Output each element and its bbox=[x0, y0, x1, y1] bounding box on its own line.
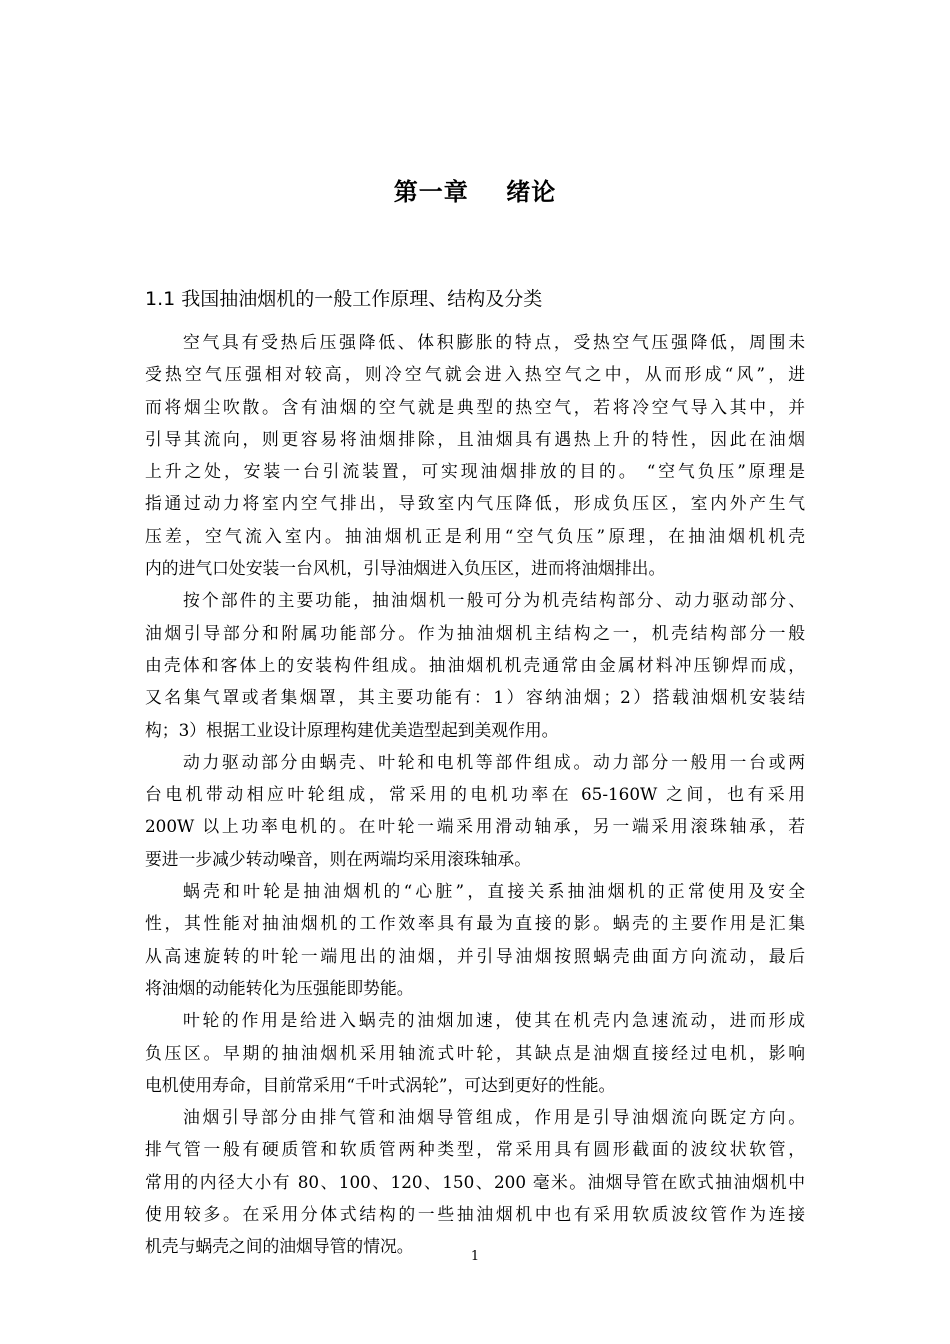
text-line: 受热空气压强相对较高，则冷空气就会进入热空气之中，从而形成“风”，进 bbox=[145, 364, 805, 385]
chapter-title: 第一章 绪论 bbox=[393, 178, 557, 206]
text-line: 内的进气口处安装一台风机，引导油烟进入负压区，进而将油烟排出。 bbox=[145, 558, 666, 579]
text-line: 空气具有受热后压强降低、体积膨胀的特点，受热空气压强降低，周围未 bbox=[183, 332, 805, 352]
text-line: 从高速旋转的叶轮一端甩出的油烟，并引导油烟按照蜗壳曲面方向流动，最后 bbox=[145, 945, 805, 966]
text-line: 将油烟的动能转化为压强能即势能。 bbox=[145, 977, 414, 998]
text-line: 叶轮的作用是给进入蜗壳的油烟加速，使其在机壳内急速流动，进而形成 bbox=[183, 1010, 805, 1031]
text-line: 要进一步减少转动噪音，则在两端均采用滚珠轴承。 bbox=[145, 848, 531, 869]
text-line: 压差，空气流入室内。抽油烟机正是利用“空气负压”原理，在抽油烟机机壳 bbox=[145, 525, 805, 546]
paragraph bbox=[145, 746, 805, 875]
text-line: 排气管一般有硬质管和软质管两种类型，常采用具有圆形截面的波纹状软管， bbox=[145, 1139, 805, 1160]
paragraph bbox=[145, 584, 805, 745]
text-line: 构；3）根据工业设计原理构建优美造型起到美观作用。 bbox=[145, 719, 559, 740]
text-line: 性，其性能对抽油烟机的工作效率具有最为直接的影。蜗壳的主要作用是汇集 bbox=[145, 913, 805, 934]
text-line: 台电机带动相应叶轮组成，常采用的电机功率在 65-160W 之间，也有采用 bbox=[145, 784, 805, 805]
text-line: 200W 以上功率电机的。在叶轮一端采用滑动轴承，另一端采用滚珠轴承，若 bbox=[145, 816, 805, 837]
text-line: 由壳体和客体上的安装构件组成。抽油烟机机壳通常由金属材料冲压铆焊而成， bbox=[145, 654, 805, 675]
text-line: 常用的内径大小有 80、100、120、150、200 毫米。油烟导管在欧式抽油烟机中 bbox=[145, 1171, 805, 1192]
text-line: 按个部件的主要功能，抽油烟机一般可分为机壳结构部分、动力驱动部分、 bbox=[183, 590, 805, 611]
paragraph bbox=[145, 1004, 805, 1101]
section-heading: 1.1 我国抽油烟机的一般工作原理、结构及分类 bbox=[145, 288, 543, 310]
text-line: 使用较多。在采用分体式结构的一些抽油烟机中也有采用软质波纹管作为连接 bbox=[145, 1204, 805, 1225]
text-line: 而将烟尘吹散。含有油烟的空气就是典型的热空气，若将冷空气导入其中，并 bbox=[145, 396, 805, 417]
text-line: 机壳与蜗壳之间的油烟导管的情况。 bbox=[145, 1236, 414, 1257]
text-line: 上升之处，安装一台引流装置，可实现油烟排放的目的。 “空气负压”原理是 bbox=[145, 461, 805, 482]
paragraph bbox=[145, 1101, 805, 1262]
text-line: 引导其流向，则更容易将油烟排除，且油烟具有遇热上升的特性，因此在油烟 bbox=[145, 428, 805, 449]
paragraph bbox=[145, 326, 805, 584]
text-line: 负压区。早期的抽油烟机采用轴流式叶轮，其缺点是油烟直接经过电机，影响 bbox=[145, 1042, 805, 1063]
text-line: 又名集气罩或者集烟罩，其主要功能有：1）容纳油烟；2）搭载油烟机安装结 bbox=[145, 687, 805, 708]
page-number: 1 bbox=[470, 1249, 480, 1264]
text-line: 电机使用寿命，目前常采用“千叶式涡轮”，可达到更好的性能。 bbox=[145, 1074, 616, 1095]
text-line: 动力驱动部分由蜗壳、叶轮和电机等部件组成。动力部分一般用一台或两 bbox=[183, 751, 805, 772]
text-line: 油烟引导部分由排气管和油烟导管组成，作用是引导油烟流向既定方向。 bbox=[183, 1107, 805, 1128]
text-line: 蜗壳和叶轮是抽油烟机的“心脏”，直接关系抽油烟机的正常使用及安全 bbox=[183, 881, 805, 902]
text-line: 指通过动力将室内空气排出，导致室内气压降低，形成负压区，室内外产生气 bbox=[145, 493, 805, 514]
paragraph bbox=[145, 875, 805, 1004]
body-text bbox=[145, 326, 805, 1263]
text-line: 油烟引导部分和附属功能部分。作为抽油烟机主结构之一，机壳结构部分一般 bbox=[145, 622, 805, 643]
